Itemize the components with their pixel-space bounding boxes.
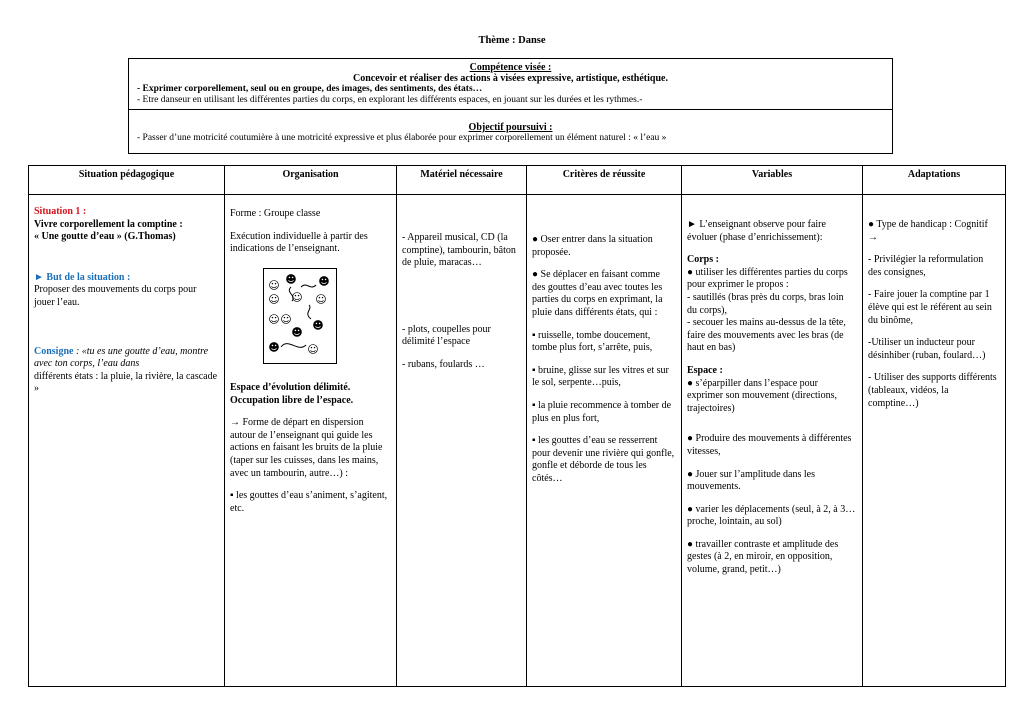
consigne-label: Consigne: [34, 345, 74, 357]
critere-item: ● Oser entrer dans la situation proposée.: [532, 234, 653, 258]
header-materiel: Matériel nécessaire: [397, 166, 526, 195]
but-text: Proposer des mouvements du corps pour jouer l’eau.: [34, 284, 197, 308]
smiley-icon: ☺: [315, 293, 327, 306]
consigne-italic: : «tu es une goutte d’eau, montre avec ton corps, l’eau dans: [34, 345, 209, 370]
corps-item: ● utiliser les différentes parties du corps pour exprimer le propos :: [687, 266, 848, 291]
variables-cell: [687, 219, 856, 577]
header-situation: Situation pédagogique: [29, 166, 224, 195]
smiley-icon: ☺: [280, 313, 292, 326]
variable-item: ● Jouer sur l’amplitude dans les mouvements.: [687, 468, 815, 493]
variable-item: ● varier les déplacements (seul, à 2, à 3…proche, lointain, au sol): [687, 503, 856, 528]
materiel-cell: [402, 232, 520, 372]
smiley-icon: ☻: [312, 319, 324, 332]
smiley-icon: ☺: [268, 313, 280, 326]
column-variables: [682, 166, 863, 686]
adaptation-item: -Utiliser un inducteur pour désinhiber (ruban, foulard…): [868, 337, 986, 361]
variable-item: ● Produire des mouvements à différentes vitesses,: [687, 433, 852, 457]
objective-box: [128, 110, 893, 154]
column-adaptations: [863, 166, 1005, 686]
movement-arrow: [281, 344, 306, 348]
header-variables: Variables: [682, 166, 862, 195]
depart-text: → Forme de départ en dispersion autour de l’enseignant qui guide les actions en faisant les bruits de la pluie (taper sur les cuisses, dans les mains, avec un tambourin, autre…) :: [230, 417, 383, 479]
smiley-icon: ☺: [268, 293, 280, 306]
espace-item: ● s’éparpiller dans l’espace pour exprimer son mouvement (directions, trajectoires): [687, 377, 837, 414]
but-label: ► But de la situation :: [34, 271, 131, 283]
smiley-icon: ☺: [268, 279, 280, 292]
smiley-icon: ☺: [307, 343, 319, 356]
header-criteres: Critères de réussite: [527, 166, 681, 195]
corps-item: - sautillés (bras près du corps, bras loin du corps),: [687, 291, 844, 316]
smiley-icon: ☻: [291, 326, 303, 339]
competence-box: [128, 58, 893, 110]
materiel-item: - Appareil musical, CD (la comptine), tambourin, bâton de pluie, maracas…: [402, 232, 516, 269]
situation-title: Vivre corporellement la comptine :: [34, 218, 183, 230]
adaptation-item: ● Type de handicap : Cognitif →: [868, 219, 988, 243]
document-theme: Thème : Danse: [478, 35, 546, 46]
situation-label: Situation 1 :: [34, 206, 87, 217]
movement-arrow: [301, 285, 316, 287]
espace-label: Espace :: [687, 364, 723, 376]
gouttes-text: ▪ les gouttes d’eau s’animent, s’agitent, etc.: [230, 490, 388, 514]
competence-item: - Exprimer corporellement, seul ou en groupe, des images, des sentiments, des états…: [137, 84, 483, 94]
critere-item: ● Se déplacer en faisant comme des gouttes d’eau avec toutes les parties du corps en exprimant, la pluie dans différents états, qui :: [532, 269, 663, 318]
smiley-icon: ☻: [285, 273, 297, 286]
execution-text: Exécution individuelle à partir des indications de l’enseignant.: [230, 230, 368, 255]
adaptations-cell: [868, 219, 999, 410]
corps-item: - secouer les mains au-dessus de la tête, faire des mouvements avec les bras (de haut en bas): [687, 317, 846, 354]
adaptation-item: - Faire jouer la comptine par 1 élève qui est le référent au sein du binôme,: [868, 289, 992, 326]
variable-item: ● travailler contraste et amplitude des gestes (à 2, en miroir, en opposition, volume, grand, petit…): [687, 538, 839, 576]
situation-cell: [34, 206, 218, 396]
competence-title: Compétence visée :: [469, 62, 552, 73]
column-situation: [29, 166, 225, 686]
column-criteres: [527, 166, 682, 686]
critere-item: ▪ la pluie recommence à tomber de plus en plus fort,: [532, 399, 672, 424]
adaptation-item: - Privilégier la reformulation des consignes,: [868, 254, 984, 278]
variables-intro: ► L’enseignant observe pour faire évoluer (phase d’enrichissement):: [687, 219, 826, 243]
materiel-item: - plots, coupelles pour délimité l’espace: [402, 323, 491, 348]
organisation-cell: [230, 208, 390, 256]
critere-item: ▪ ruisselle, tombe doucement, tombe plus fort, s’arrête, puis,: [532, 329, 653, 354]
adaptation-item: - Utiliser des supports différents (tableaux, vidéos, la comptine…): [868, 372, 997, 409]
corps-label: Corps :: [687, 254, 719, 266]
consigne-block: [34, 346, 218, 371]
movement-arrow: [308, 305, 311, 319]
critere-item: ▪ les gouttes d’eau se resserrent pour devenir une rivière qui gonfle, gonfle et déborde de tous les côtés…: [532, 435, 675, 484]
competence-subtitle: Concevoir et réaliser des actions à visées expressive, artistique, esthétique.: [353, 73, 668, 84]
organisation-cell-lower: [230, 382, 390, 515]
objective-title: Objectif poursuivi :: [468, 122, 553, 133]
criteres-cell: [532, 234, 675, 486]
materiel-item: - rubans, foulards …: [402, 358, 485, 370]
header-organisation: Organisation: [225, 166, 396, 195]
situation-song: « Une goutte d’eau » (G.Thomas): [34, 231, 176, 243]
competence-item: - Etre danseur en utilisant les différentes parties du corps, en explorant les différents espaces, en jouant sur les durées et les rythmes.-: [137, 95, 643, 105]
smiley-icon: ☻: [268, 341, 280, 354]
column-organisation: [225, 166, 397, 686]
smiley-icon: ☺: [291, 291, 303, 304]
critere-item: ▪ bruine, glisse sur les vitres et sur le sol, serpente…puis,: [532, 364, 669, 389]
objective-item: - Passer d’une motricité coutumière à une motricité expressive et plus élaborée pour exprimer corporellement un élément naturel : « l’eau »: [137, 133, 667, 143]
lesson-table: [28, 165, 1006, 687]
forme-text: Forme : Groupe classe: [230, 208, 321, 219]
espace-text: Espace d’évolution délimité. Occupation libre de l’espace.: [230, 382, 354, 406]
header-adaptations: Adaptations: [863, 166, 1005, 195]
column-materiel: [397, 166, 527, 686]
dispersion-diagram: [263, 268, 337, 364]
smiley-icon: ☻: [318, 275, 330, 288]
consigne-end: différents états : la pluie, la rivière, la cascade »: [34, 370, 218, 395]
